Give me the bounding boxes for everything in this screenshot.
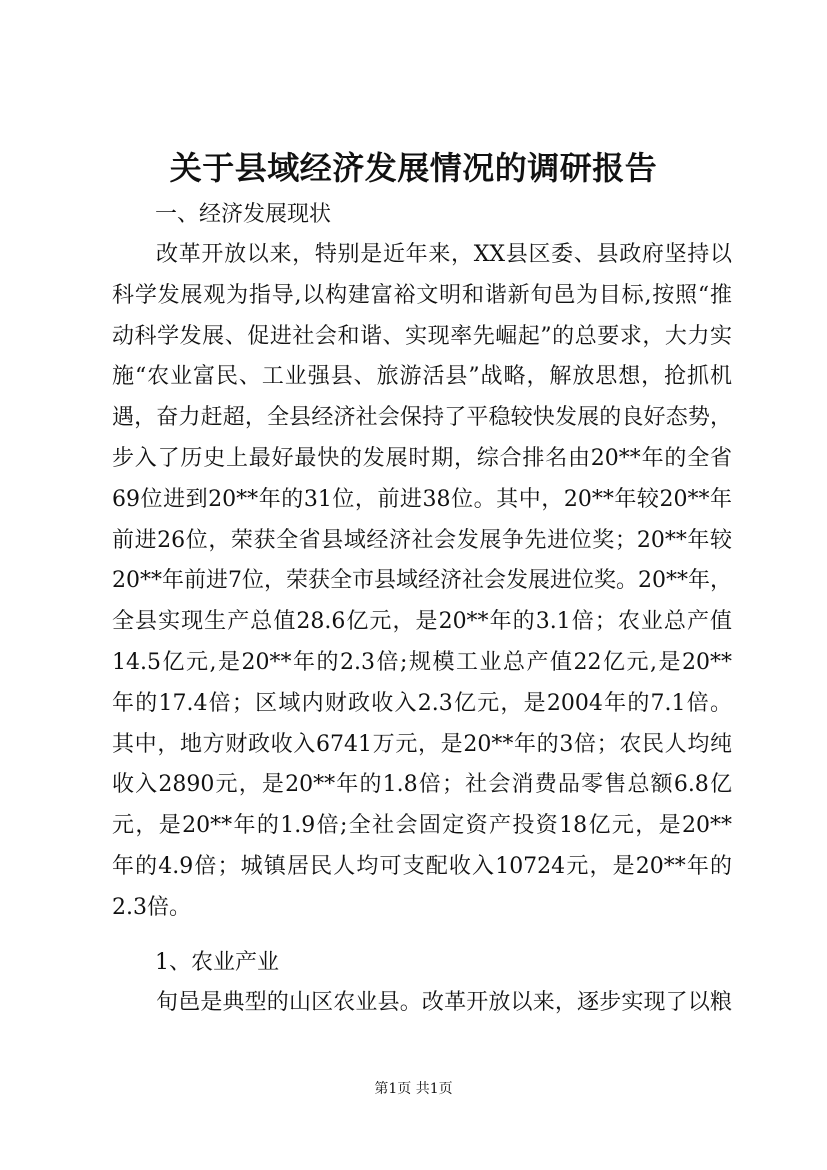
page-footer: 第1页 共1页 bbox=[374, 1081, 453, 1097]
paragraph-line: 全县实现生产总值28.6亿元，是20**年的3.1倍；农业总产值 bbox=[112, 609, 732, 635]
paragraph-line: 科学发展观为指导,以构建富裕文明和谐新旬邑为目标,按照“推 bbox=[112, 282, 732, 308]
paragraph-line: 前进26位，荣获全省县域经济社会发展争先进位奖；20**年较 bbox=[112, 527, 732, 553]
paragraph-agriculture: 旬邑是典型的山区农业县。改革开放以来，逐步实现了以粮 bbox=[156, 990, 732, 1015]
paragraph-line: 元，是20**年的1.9倍;全社会固定资产投资18亿元，是20** bbox=[112, 813, 732, 839]
paragraph-line: 年的17.4倍；区域内财政收入2.3亿元，是2004年的7.1倍。 bbox=[112, 690, 732, 716]
paragraph-line: 遇，奋力赶超，全县经济社会保持了平稳较快发展的良好态势， bbox=[112, 405, 732, 431]
document-title: 关于县域经济发展情况的调研报告 bbox=[169, 149, 658, 187]
paragraph-line: 施“农业富民、工业强县、旅游活县”战略，解放思想，抢抓机 bbox=[112, 364, 732, 390]
paragraph-line: 年的4.9倍；城镇居民人均可支配收入10724元，是20**年的 bbox=[112, 853, 732, 879]
sub-heading-agriculture: 1、农业产业 bbox=[155, 950, 279, 975]
paragraph-line: 其中，地方财政收入6741万元，是20**年的3倍；农民人均纯 bbox=[112, 731, 732, 757]
section-heading: 一、经济发展现状 bbox=[155, 202, 332, 227]
paragraph-line: 2.3倍。 bbox=[112, 894, 191, 920]
paragraph-economic-status bbox=[112, 235, 732, 929]
paragraph-line: 69位进到20**年的31位，前进38位。其中，20**年较20**年 bbox=[112, 486, 732, 512]
paragraph-line: 14.5亿元,是20**年的2.3倍;规模工业总产值22亿元,是20** bbox=[112, 649, 732, 675]
paragraph-line: 20**年前进7位，荣获全市县域经济社会发展进位奖。20**年， bbox=[112, 568, 732, 594]
paragraph-line: 步入了历史上最好最快的发展时期，综合排名由20**年的全省 bbox=[112, 445, 732, 471]
paragraph-line: 收入2890元，是20**年的1.8倍；社会消费品零售总额6.8亿 bbox=[112, 772, 732, 798]
paragraph-line: 改革开放以来，特别是近年来，XX县区委、县政府坚持以 bbox=[156, 242, 732, 267]
paragraph-line: 动科学发展、促进社会和谐、实现率先崛起”的总要求，大力实 bbox=[112, 323, 732, 349]
